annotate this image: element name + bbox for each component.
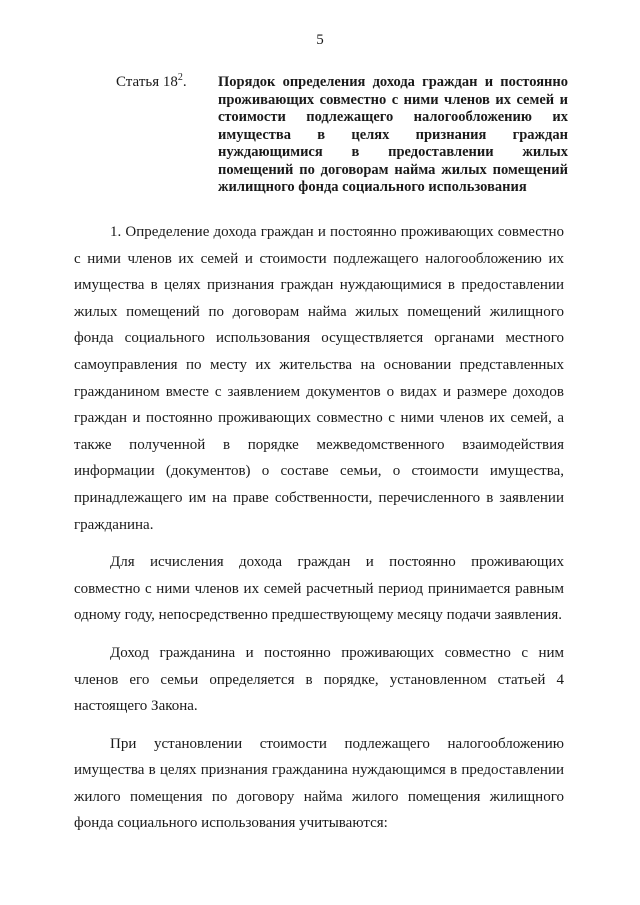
- article-title: Порядок определения дохода граждан и постоянно проживающих совместно с ними членов их семей и стоимости подлежащего налогообложению их имущества в целях признания граждан нуждающимися в предоставлении жилых помещений по договорам найма жилых помещений жилищного фонда социального использования: [218, 74, 568, 195]
- article-label-superscript: 2: [177, 72, 183, 83]
- article-body: [74, 219, 564, 837]
- article-heading: [98, 74, 568, 214]
- article-label-suffix: .: [182, 74, 187, 90]
- paragraph: Доход гражданина и постоянно проживающих совместно с ним членов его семьи определяется в порядке, установленном статьей 4 настоящего Закона.: [74, 644, 564, 715]
- article-label-text: Статья 18: [116, 74, 178, 90]
- paragraph: Для исчисления дохода граждан и постоянно проживающих совместно с ними членов их семей расчетный период принимается равным одному году, непосредственно предшествующему месяцу подачи заявления.: [74, 554, 564, 624]
- article-label: [116, 74, 187, 92]
- paragraph: При установлении стоимости подлежащего налогообложению имущества в целях признания гражданина нуждающимся в предоставлении жилого помещения по договору найма жилого помещения жилищного фонда социального использования учитываются:: [74, 735, 564, 832]
- paragraph: 1. Определение дохода граждан и постоянно проживающих совместно с ними членов их семей и стоимости подлежащего налогообложению их имущества в целях признания граждан нуждающимися в предоставлении жилых помещений по договорам найма жилых помещений жилищного фонда социального использования осуществляется органами местного самоуправления по месту их жительства на основании представленных гражданином вместе с заявлением документов о видах и размере доходов граждан и постоянно проживающих совместно с ними членов их семей, а также полученной в порядке межведомственного взаимодействия информации (документов) о составе семьи, о стоимости имущества, принадлежащего им на праве собственности, перечисленного в заявлении гражданина.: [74, 224, 564, 533]
- page-number: 5: [316, 32, 324, 48]
